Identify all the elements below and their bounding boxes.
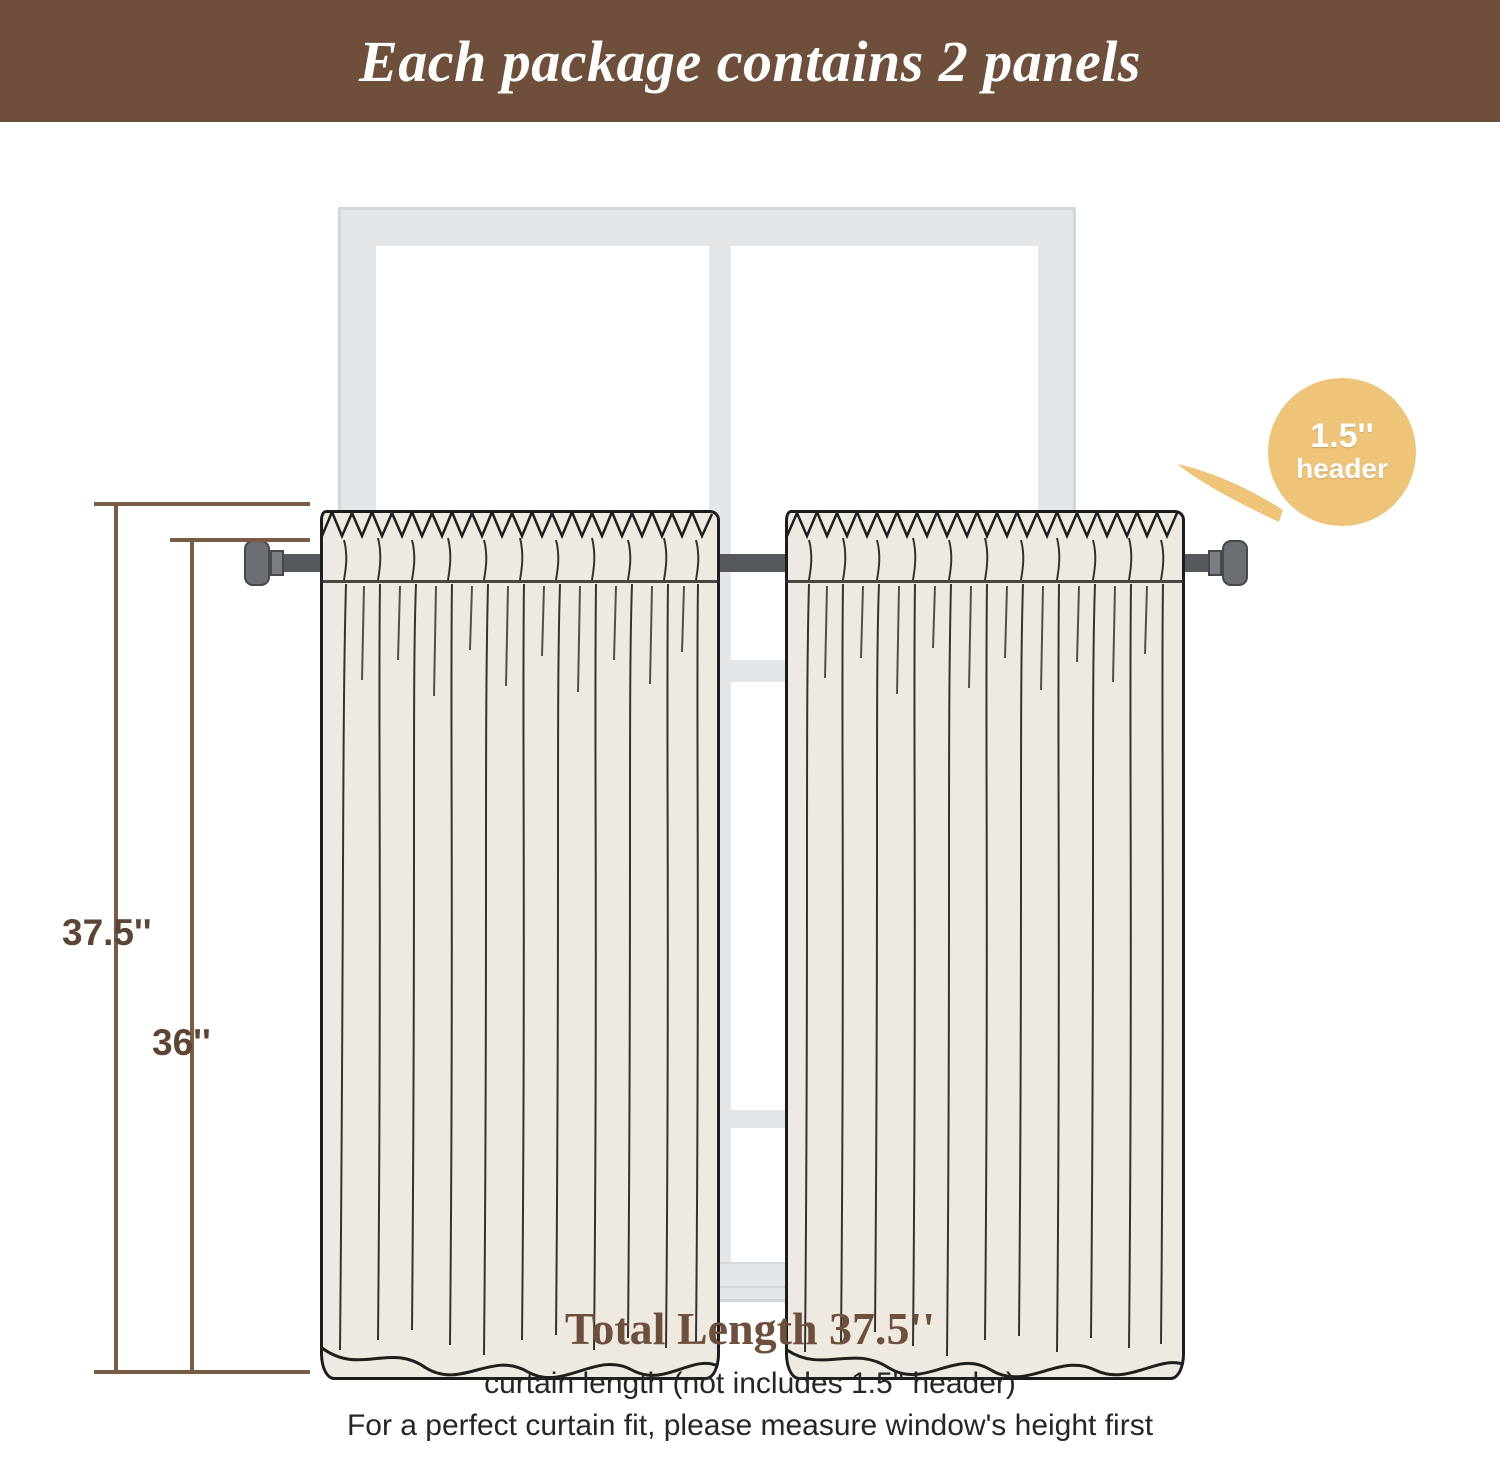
measurement-label-curtain: 36'' [152,1022,211,1063]
banner-title: Each package contains 2 panels [359,28,1141,94]
measurement-label-total: 37.5'' [62,912,152,953]
curtain-panel-right [785,510,1185,1380]
header-size-callout [1268,378,1416,526]
diagram-stage [0,122,1500,1302]
curtain-panel-right-detail [785,510,1185,1380]
footer-total-length: Total Length 37.5'' [564,1303,936,1354]
callout-size-value: 1.5'' [1310,416,1374,455]
header-banner [0,0,1500,122]
callout-pointer [1175,452,1285,552]
footer-note-1: curtain length (not includes 1.5'' header) [484,1367,1016,1400]
callout-size-label: header [1296,453,1388,485]
footer-notes [0,1302,1500,1443]
footer-note-2: For a perfect curtain fit, please measure window's height first [346,1409,1154,1442]
